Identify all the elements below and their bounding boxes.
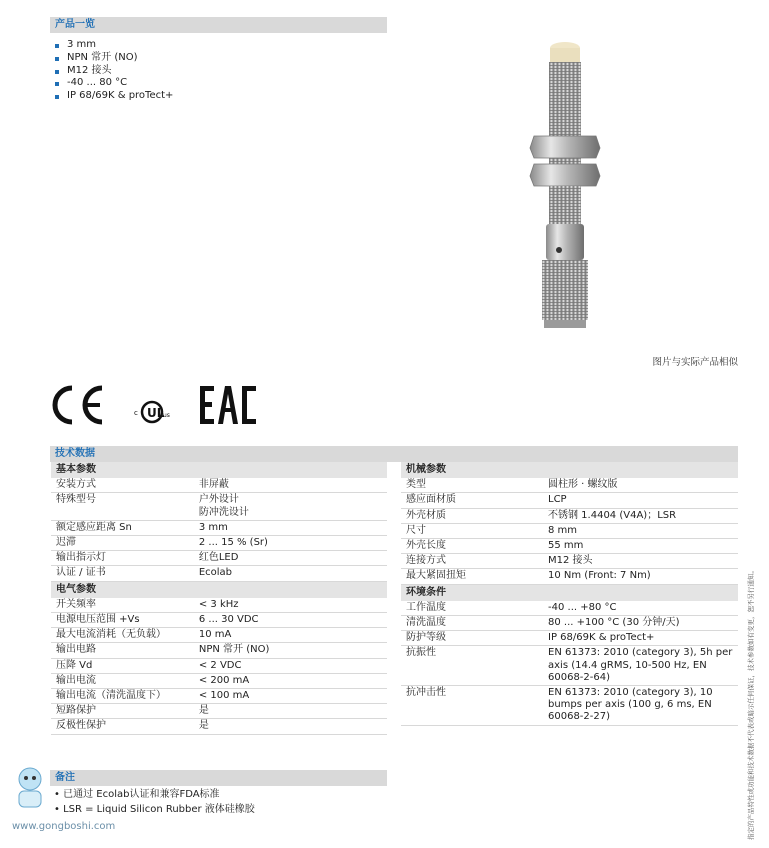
spec-row (51, 628, 387, 643)
spec-row (401, 493, 738, 508)
certification-logos (50, 382, 270, 428)
spec-row (51, 658, 387, 673)
spec-row (51, 613, 387, 628)
spec-value-line: 户外设计 (198, 494, 239, 506)
spec-value-line: 10 mA (198, 629, 232, 641)
spec-value-line: -40 ... +80 °C (548, 601, 617, 613)
spec-value (194, 478, 387, 493)
spec-value-line: 不锈钢 1.4404 (V4A)；LSR (548, 509, 677, 521)
spec-row (401, 523, 738, 538)
spec-row (51, 520, 387, 535)
spec-value (543, 493, 738, 508)
spec-key: 输出电流 (51, 673, 194, 688)
watermark-url: www.gongboshi.com (12, 821, 116, 832)
overview-list (54, 39, 173, 103)
spec-value (194, 493, 387, 520)
spec-value-line: < 100 mA (198, 690, 250, 702)
spec-row (51, 643, 387, 658)
svg-text:c: c (134, 409, 138, 417)
watermark (8, 765, 138, 835)
spec-section-row (51, 581, 387, 598)
spec-key: 特殊型号 (51, 493, 194, 520)
spec-row (51, 551, 387, 566)
overview-item: 3 mm (54, 39, 173, 52)
spec-row (401, 616, 738, 631)
spec-section-row (51, 462, 387, 478)
spec-section-title: 环境条件 (401, 584, 738, 601)
spec-key: 感应面材质 (401, 493, 543, 508)
spec-value-line: 55 mm (548, 540, 584, 552)
spec-key: 认证 / 证书 (51, 566, 194, 581)
spec-row (51, 689, 387, 704)
overview-item: -40 ... 80 °C (54, 77, 173, 90)
spec-row (51, 536, 387, 551)
spec-value (543, 508, 738, 523)
spec-key: 输出指示灯 (51, 551, 194, 566)
spec-value-line: Ecolab (198, 567, 233, 579)
spec-section-title: 基本参数 (51, 462, 387, 478)
spec-value-line: < 2 VDC (198, 659, 242, 671)
spec-row (401, 539, 738, 554)
spec-value-line: 是 (198, 720, 209, 732)
spec-value-line: 6 ... 30 VDC (198, 614, 259, 626)
robot-mascot-icon (10, 765, 50, 815)
cul-us-icon (134, 402, 170, 422)
spec-value-line: 80 ... +100 °C (30 分钟/天) (548, 617, 680, 629)
spec-value-line: EN 61373: 2010 (category 3), 10 bumps per axis (100 g, 6 ms, EN 60068-2-27) (548, 687, 713, 723)
spec-value-line: NPN 常开 (NO) (198, 644, 270, 656)
spec-key: 外壳长度 (401, 539, 543, 554)
note-item: • 已通过 Ecolab认证和兼容FDA标准 (54, 789, 220, 800)
spec-value-line: EN 61373: 2010 (category 3), 5h per axis (14.4 gRMS, 10-500 Hz, EN 60068-2-64) (548, 647, 733, 683)
spec-key: 电源电压范围 +Vs (51, 613, 194, 628)
spec-value (194, 598, 387, 613)
spec-key: 迟滞 (51, 536, 194, 551)
spec-value (194, 536, 387, 551)
spec-value (194, 658, 387, 673)
spec-value (543, 631, 738, 646)
spec-key: 开关频率 (51, 598, 194, 613)
spec-key: 最大电流消耗（无负载） (51, 628, 194, 643)
spec-value-line: LCP (548, 494, 567, 506)
overview-item: M12 接头 (54, 65, 173, 78)
spec-value (543, 646, 738, 686)
spec-value (543, 554, 738, 569)
spec-row (51, 478, 387, 493)
spec-value (543, 569, 738, 584)
spec-value-line: 非屏蔽 (198, 479, 229, 491)
spec-section-title: 电气参数 (51, 581, 387, 598)
spec-value (194, 719, 387, 734)
spec-section-title: 机械参数 (401, 462, 738, 478)
spec-value (194, 551, 387, 566)
ce-mark-icon (55, 388, 102, 422)
spec-table-left (51, 462, 387, 735)
spec-key: 抗冲击性 (401, 686, 543, 726)
spec-value-line: IP 68/69K & proTect+ (548, 632, 655, 644)
spec-value-line: 8 mm (548, 524, 578, 536)
notes-header: 备注 (50, 770, 387, 786)
spec-key: 工作温度 (401, 601, 543, 616)
spec-value (194, 689, 387, 704)
side-disclaimer: 指定的产品特性或功能和技术数据不代表或暗示任何保证，技术参数如有变更，恕不另行通知。 (747, 567, 755, 840)
spec-row (401, 569, 738, 584)
spec-value-line: < 3 kHz (198, 598, 239, 610)
spec-value (194, 704, 387, 719)
spec-key: 输出电流（清洗温度下） (51, 689, 194, 704)
spec-key: 外壳材质 (401, 508, 543, 523)
spec-key: 连接方式 (401, 554, 543, 569)
spec-value (543, 601, 738, 616)
spec-value (194, 520, 387, 535)
eac-mark-icon (200, 386, 256, 424)
spec-key: 短路保护 (51, 704, 194, 719)
spec-value (543, 616, 738, 631)
spec-key: 防护等级 (401, 631, 543, 646)
overview-header: 产品一览 (50, 17, 387, 33)
spec-row (401, 631, 738, 646)
spec-value-line: 红色LED (198, 552, 239, 564)
spec-row (51, 719, 387, 734)
spec-value (543, 523, 738, 538)
spec-key: 安装方式 (51, 478, 194, 493)
spec-value-line: 圆柱形 · 螺纹版 (548, 479, 618, 491)
spec-key: 额定感应距离 Sn (51, 520, 194, 535)
svg-text:us: us (163, 412, 170, 419)
spec-value-line: 3 mm (198, 521, 228, 533)
overview-item: IP 68/69K & proTect+ (54, 90, 173, 103)
spec-value (543, 478, 738, 493)
overview-item: NPN 常开 (NO) (54, 52, 173, 65)
spec-value-line: 10 Nm (Front: 7 Nm) (548, 570, 651, 582)
spec-key: 类型 (401, 478, 543, 493)
spec-section-row (401, 584, 738, 601)
tech-header: 技术数据 (50, 446, 738, 462)
spec-key: 压降 Vd (51, 658, 194, 673)
spec-value-line: 是 (198, 705, 209, 717)
spec-row (401, 554, 738, 569)
spec-value-line: M12 接头 (548, 555, 593, 567)
note-item: • LSR = Liquid Silicon Rubber 液体硅橡胶 (54, 804, 255, 815)
spec-value (543, 539, 738, 554)
spec-row (51, 673, 387, 688)
spec-value (194, 613, 387, 628)
spec-value (194, 628, 387, 643)
spec-section-row (401, 462, 738, 478)
spec-row (401, 646, 738, 686)
sensor-product-image (490, 36, 630, 336)
spec-value (194, 643, 387, 658)
spec-value-line: 2 ... 15 % (Sr) (198, 537, 268, 549)
spec-value (194, 566, 387, 581)
spec-row (51, 566, 387, 581)
spec-key: 反极性保护 (51, 719, 194, 734)
spec-row (401, 601, 738, 616)
spec-key: 尺寸 (401, 523, 543, 538)
spec-value (194, 673, 387, 688)
spec-value-line: < 200 mA (198, 674, 250, 686)
svg-text:UL: UL (147, 406, 165, 420)
image-caption: 图片与实际产品相似 (652, 357, 738, 368)
spec-key: 抗振性 (401, 646, 543, 686)
spec-row (51, 493, 387, 520)
spec-value-line: 防冲洗设计 (198, 506, 249, 518)
spec-key: 清洗温度 (401, 616, 543, 631)
spec-row (51, 704, 387, 719)
spec-row (401, 508, 738, 523)
spec-table-right (401, 462, 738, 726)
spec-key: 最大紧固扭矩 (401, 569, 543, 584)
spec-row (401, 686, 738, 726)
spec-row (51, 598, 387, 613)
spec-row (401, 478, 738, 493)
spec-value (543, 686, 738, 726)
spec-key: 输出电路 (51, 643, 194, 658)
